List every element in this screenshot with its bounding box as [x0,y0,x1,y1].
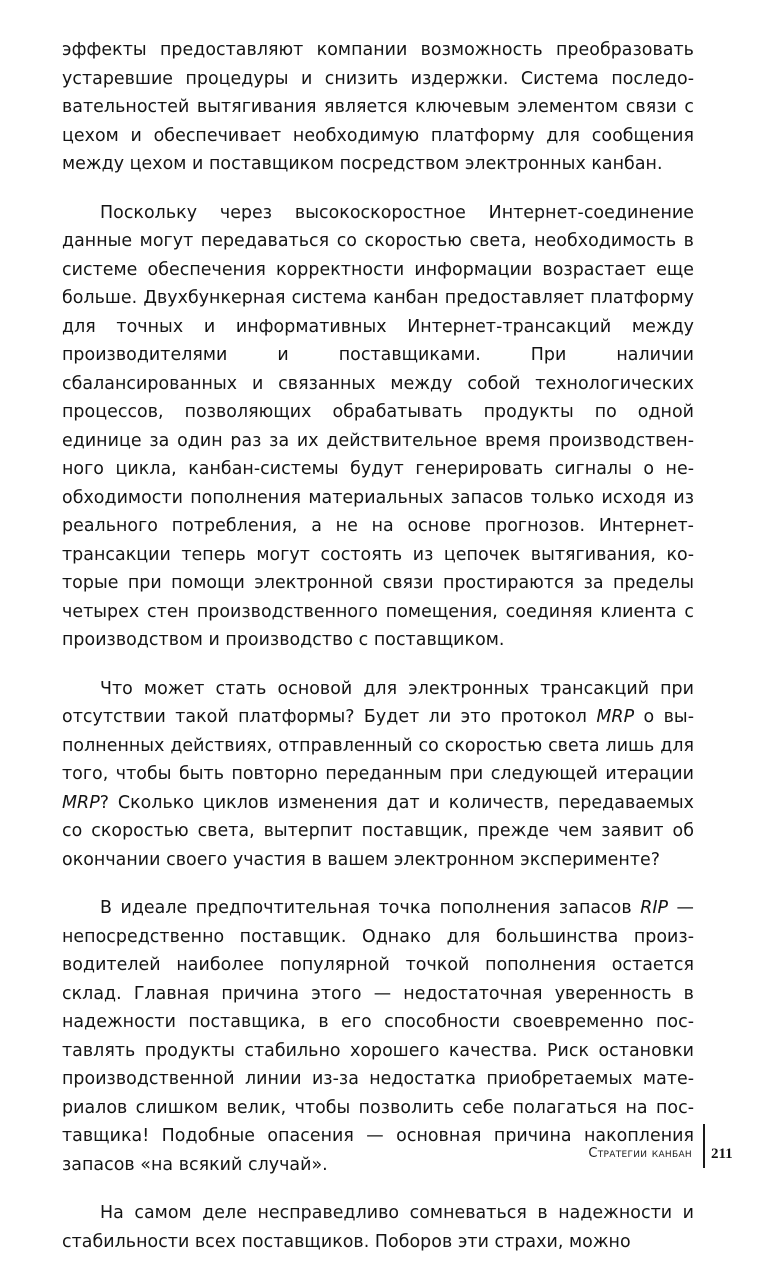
paragraph-3-text-b: о выполненных действиях, отправленный со скоростью света лишь для того, чтобы быть повторно переданным при следующей итерации [62,707,694,784]
page-body [62,36,694,1276]
paragraph-3 [62,675,694,875]
paragraph-5 [62,1199,694,1256]
paragraph-3-text-a: Что может стать основой для электронных трансакций при отсутствии такой платформы? Будет ли это протокол [62,678,694,727]
paragraph-3-text-c: ? Сколько циклов изменения дат и количеств, передаваемых со скоростью света, вытерпит поставщик, прежде чем заявит об окончании своего участия в вашем электронном эксперименте? [62,792,694,870]
paragraph-2 [62,199,694,655]
running-head: Стратегии канбан [588,1146,692,1161]
paragraph-4-text-b: — непосредственно поставщик. Однако для большинства производителей наиболее популярной точкой пополнения остается склад. Главная причина этого — недостаточная уверенность в надежности поставщика, в его способности своевременно поставлять продукты стабильно хорошего качества. Риск остановки производственной линии из-за недостатка приобретаемых материалов слишком велик, чтобы позволить себе полагаться на поставщика! Подобные опасения — основная причина накопления запасов «на всякий случай». [62,898,694,1175]
paragraph-1 [62,36,694,179]
page-number: 211 [711,1146,733,1162]
paragraph-1-text: эффекты предоставляют компании возможность преобразовать устаревшие процедуры и снизить издержки. Система последовательностей вытягивания является ключевым элементом связи с цехом и обеспечивает необходимую платформу для сообщения между цехом и поставщиком посредством электронных канбан. [62,40,694,174]
page-footer [0,1130,760,1170]
paragraph-4-rip-term: RIP [640,898,669,918]
footer-divider [703,1124,705,1168]
paragraph-5-text: На самом деле несправедливо сомневаться в надежности и стабильности всех поставщиков. Поборов эти страхи, можно [62,1203,694,1252]
paragraph-3-mrp-term-1: MRP [596,707,635,727]
paragraph-4-text-a: В идеале предпочтительная точка пополнения запасов [100,898,641,918]
paragraph-3-mrp-term-2: MRP [62,792,100,813]
paragraph-2-text: Поскольку через высокоскоростное Интернет-соединение данные могут передаваться со скоростью света, необходимость в системе обеспечения корректности информации возрастает еще больше. Двухбункерная система канбан предоставляет платформу для точных и информативных Интернет-трансакций между производителями и поставщиками. При наличии сбалансированных и связанных между собой технологических процессов, позволяющих обрабатывать продукты по одной единице за один раз за их действительное время производственного цикла, канбан-системы будут генерировать сигналы о необходимости пополнения материальных запасов только исходя из реального потребления, а не на основе прогнозов. Интернет-трансакции теперь могут состоять из цепочек вытягивания, которые при помощи электронной связи простираются за пределы четырех стен производственного помещения, соединяя клиента с производством и производство с поставщиком. [62,202,694,650]
